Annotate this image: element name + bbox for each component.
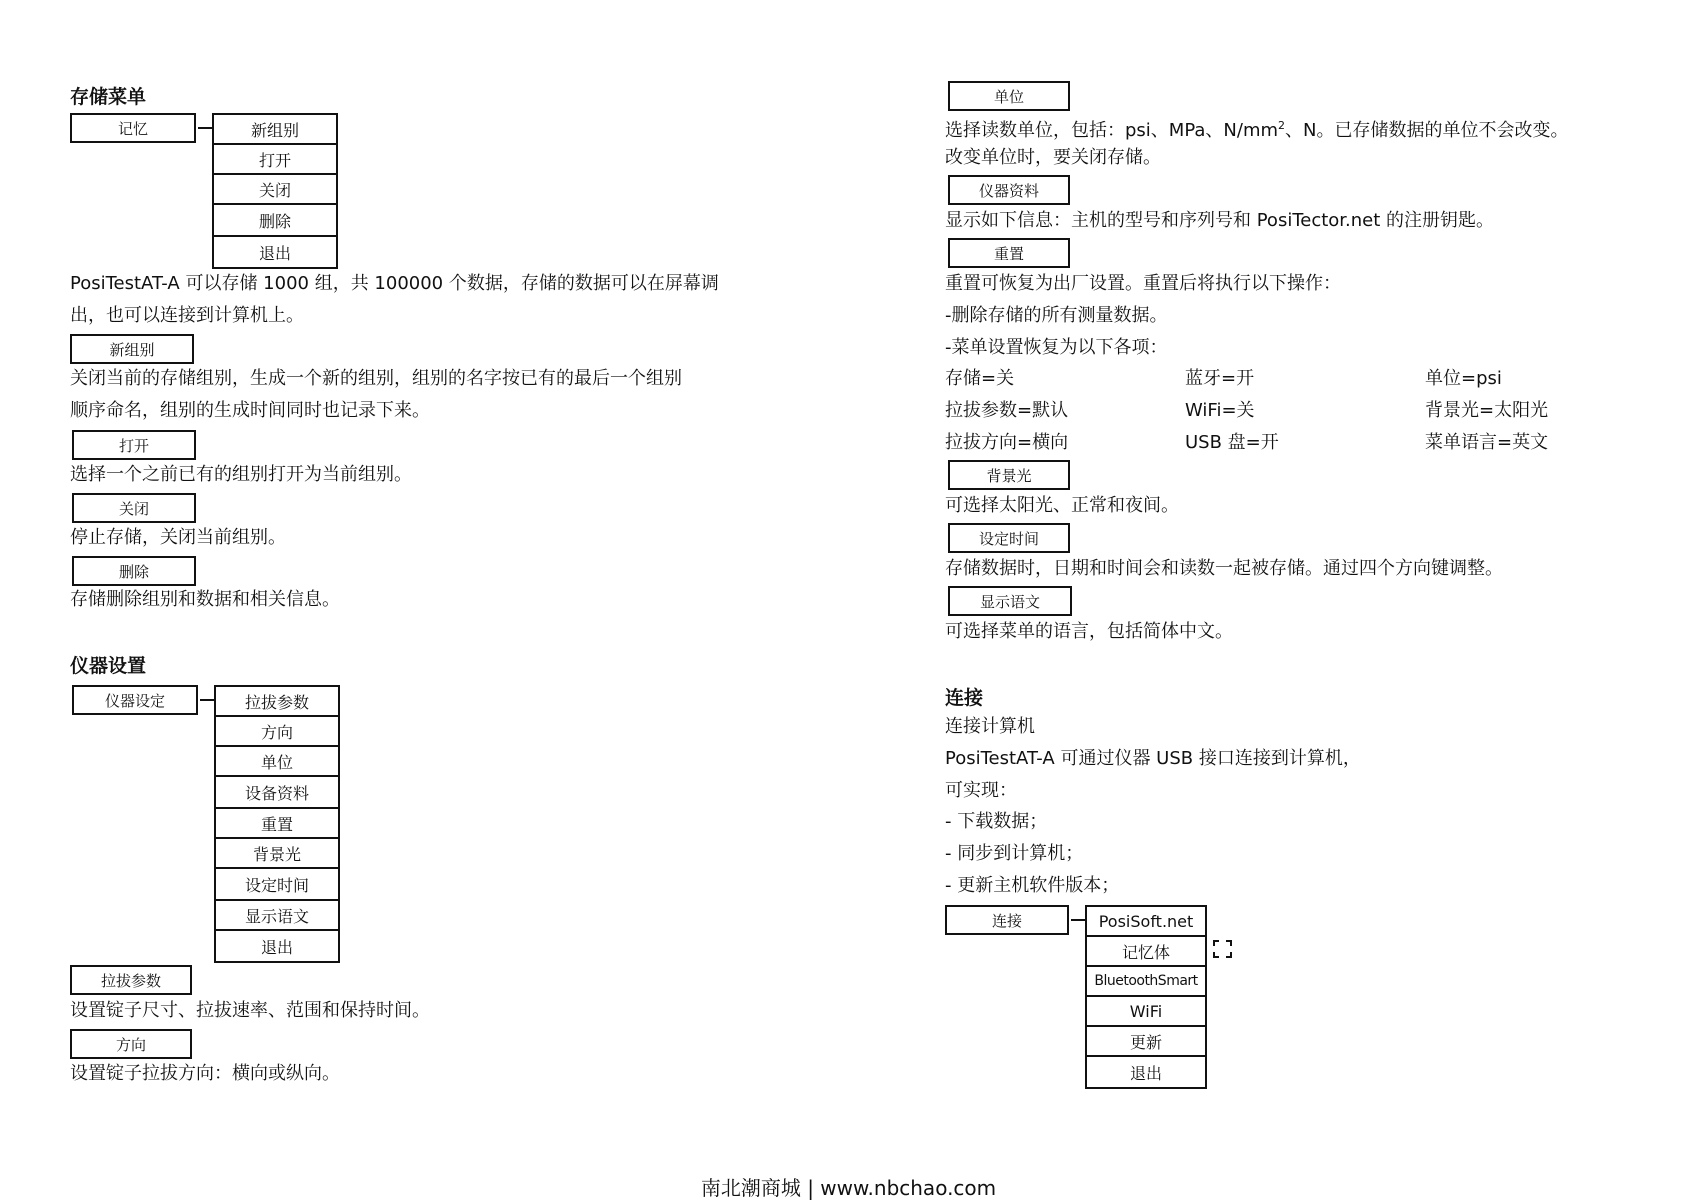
open-text: 选择一个之前已有的组别打开为当前组别。	[70, 464, 412, 485]
memory-menu-item: 打开	[214, 145, 336, 175]
backlight-text: 可选择太阳光、正常和夜间。	[945, 495, 1179, 516]
new-group-text: 顺序命名，组别的生成时间同时也记录下来。	[70, 400, 430, 421]
reset-default-cell: 菜单语言=英文	[1425, 432, 1549, 453]
settings-menu-item: 方向	[216, 717, 338, 747]
settings-menu-items	[214, 685, 340, 963]
delete-label: 删除	[72, 556, 196, 586]
delete-text: 存储删除组别和数据和相关信息。	[70, 589, 340, 610]
language-label: 显示语文	[948, 586, 1072, 616]
storage-intro-line: PosiTestAT-A 可以存储 1000 组，共 100000 个数据，存储的数据可以在屏幕调	[70, 273, 719, 294]
connect-line: 连接计算机	[945, 716, 1035, 737]
connect-heading: 连接	[945, 687, 984, 709]
direction-text: 设置锭子拉拔方向：横向或纵向。	[70, 1063, 340, 1084]
connect-menu-item: WiFi	[1087, 997, 1205, 1027]
memory-menu-item: 退出	[258, 243, 291, 263]
connect-menu-item: 更新	[1087, 1027, 1205, 1057]
unit-text-2: 改变单位时，要关闭存储。	[945, 147, 1161, 168]
close-label: 关闭	[72, 493, 196, 523]
connect-menu-root: 连接	[945, 905, 1069, 935]
page-footer: 南北潮商城 | www.nbchao.com	[700, 1176, 997, 1200]
memory-menu-item: 删除	[214, 205, 336, 237]
close-text: 停止存储，关闭当前组别。	[70, 527, 286, 548]
reset-default-cell: 蓝牙=开	[1185, 368, 1255, 389]
memory-menu-items	[212, 113, 338, 269]
reset-default-cell: USB 盘=开	[1185, 432, 1279, 453]
settings-menu-item: 拉拔参数	[216, 687, 338, 717]
device-info-label: 仪器资料	[948, 175, 1070, 205]
settings-menu-root: 仪器设定	[72, 685, 198, 715]
connect-line: 可实现：	[945, 780, 1017, 801]
settings-menu-connector	[200, 699, 214, 701]
instrument-settings-heading: 仪器设置	[70, 655, 147, 677]
reset-line: -删除存储的所有测量数据。	[945, 305, 1168, 326]
connect-line: PosiTestAT-A 可通过仪器 USB 接口连接到计算机，	[945, 748, 1361, 769]
reset-default-cell: 单位=psi	[1425, 368, 1502, 389]
connect-menu-item: 退出	[1129, 1063, 1162, 1083]
unit-text: 选择读数单位，包括：psi、MPa、$N/mm^2$、N。已存储数据的单位不会改变。	[945, 119, 1569, 141]
direction-label: 方向	[70, 1029, 192, 1059]
dashed-marker	[1213, 940, 1232, 958]
memory-menu-connector	[198, 127, 212, 129]
connect-line: - 更新主机软件版本；	[945, 875, 1120, 896]
storage-intro-line: 出，也可以连接到计算机上。	[70, 305, 304, 326]
reset-default-cell: WiFi=关	[1185, 400, 1255, 421]
connect-menu-items	[1085, 905, 1207, 1089]
memory-menu-item: 新组别	[214, 115, 336, 145]
settings-menu-item: 重置	[216, 809, 338, 839]
reset-default-cell: 拉拔方向=横向	[945, 432, 1069, 453]
open-label: 打开	[72, 430, 196, 460]
connect-line: - 同步到计算机；	[945, 843, 1084, 864]
settings-menu-item: 设备资料	[216, 777, 338, 809]
reset-line: 重置可恢复为出厂设置。重置后将执行以下操作：	[945, 273, 1341, 294]
reset-line: -菜单设置恢复为以下各项：	[945, 337, 1168, 358]
connect-menu-item: PosiSoft.net	[1087, 907, 1205, 937]
new-group-label: 新组别	[70, 334, 194, 364]
new-group-text: 关闭当前的存储组别，生成一个新的组别，组别的名字按已有的最后一个组别	[70, 368, 682, 389]
reset-default-cell: 拉拔参数=默认	[945, 400, 1069, 421]
backlight-label: 背景光	[948, 460, 1070, 490]
reset-default-cell: 存储=关	[945, 368, 1015, 389]
connect-menu-item: 记忆体	[1087, 937, 1205, 967]
connect-menu-item: BluetoothSmart	[1087, 967, 1205, 997]
memory-menu-item: 关闭	[214, 175, 336, 205]
connect-line: - 下载数据；	[945, 811, 1048, 832]
language-text: 可选择菜单的语言，包括简体中文。	[945, 621, 1233, 642]
settings-menu-item: 背景光	[216, 839, 338, 869]
set-time-label: 设定时间	[948, 523, 1070, 553]
settings-menu-item: 退出	[260, 937, 293, 957]
device-info-text: 显示如下信息：主机的型号和序列号和 PosiTector.net 的注册钥匙。	[945, 210, 1495, 231]
set-time-text: 存储数据时，日期和时间会和读数一起被存储。通过四个方向键调整。	[945, 558, 1503, 579]
reset-label: 重置	[948, 238, 1070, 268]
unit-label: 单位	[948, 81, 1070, 111]
memory-menu-root: 记忆	[70, 113, 196, 143]
pull-params-text: 设置锭子尺寸、拉拔速率、范围和保持时间。	[70, 1000, 430, 1021]
settings-menu-item: 设定时间	[216, 869, 338, 901]
settings-menu-item: 单位	[216, 747, 338, 777]
reset-default-cell: 背景光=太阳光	[1425, 400, 1549, 421]
storage-menu-heading: 存储菜单	[70, 86, 147, 108]
connect-menu-connector	[1071, 919, 1085, 921]
settings-menu-item: 显示语文	[216, 901, 338, 931]
pull-params-label: 拉拔参数	[70, 965, 192, 995]
